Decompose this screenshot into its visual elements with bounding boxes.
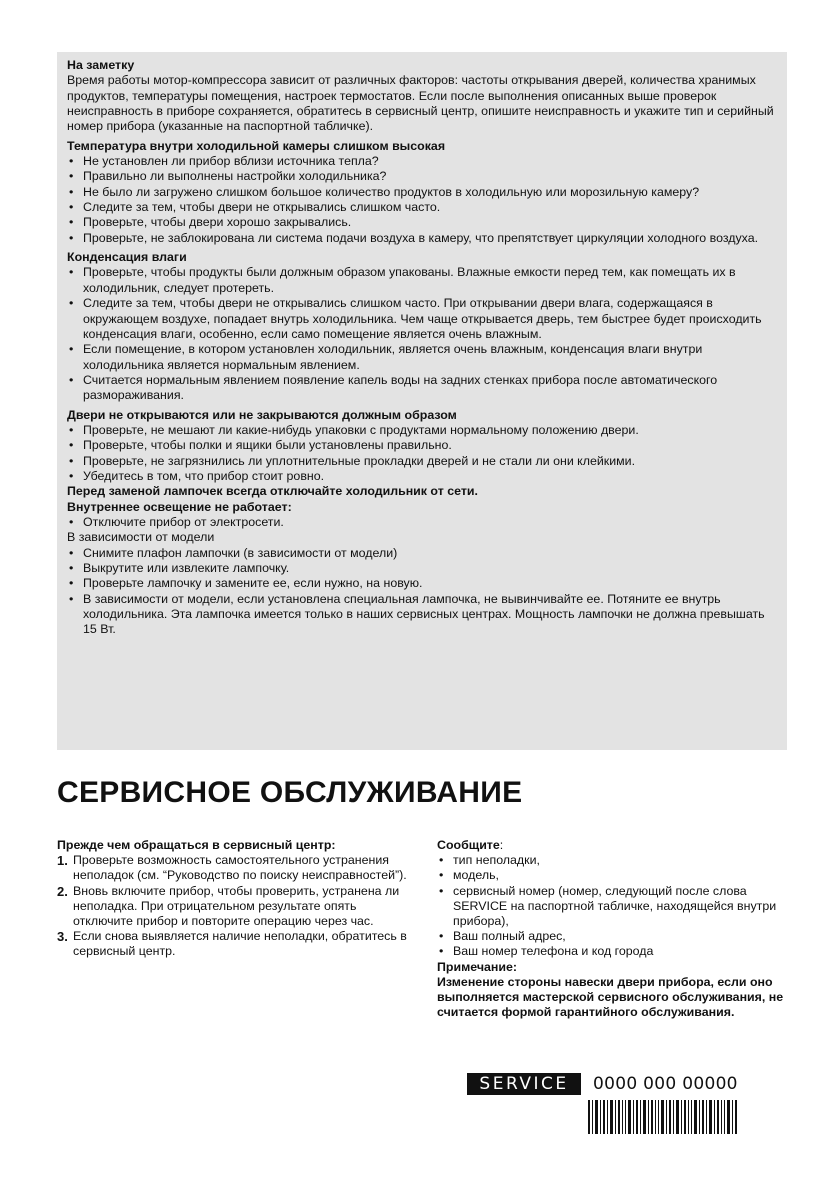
barcode-icon xyxy=(588,1100,738,1134)
list-item: • Проверьте, чтобы двери хорошо закрывались. xyxy=(67,215,777,230)
list-item: • Проверьте, чтобы полки и ящики были установлены правильно. xyxy=(67,438,777,453)
doors-list xyxy=(67,423,777,484)
before-service-heading: Прежде чем обращаться в сервисный центр: xyxy=(57,838,336,852)
list-item: • Ваш полный адрес, xyxy=(437,929,787,944)
troubleshooting-panel xyxy=(57,52,787,750)
lamp-list xyxy=(67,546,777,638)
lamp-heading: Внутреннее освещение не работает: xyxy=(67,499,292,514)
list-item: • Убедитесь в том, что прибор стоит ровно. xyxy=(67,469,777,484)
report-heading: Сообщите xyxy=(437,838,500,852)
steps-list xyxy=(57,853,407,959)
list-item: • В зависимости от модели, если установлена специальная лампочка, не вывинчивайте ее. Потяните ее внутрь холодильника. Эта лампочка имеется только в наших сервисных центрах. Мощность лампочки не должна превышать 15 Вт. xyxy=(67,592,777,638)
list-item: • Отключите прибор от электросети. xyxy=(67,515,777,530)
step-text: Если снова выявляется наличие неполадки, обратитесь в сервисный центр. xyxy=(73,929,407,959)
lamp-warning: Перед заменой лампочек всегда отключайте холодильник от сети. xyxy=(67,484,478,499)
step-text: Вновь включите прибор, чтобы проверить, устранена ли неполадка. При отрицательном результате опять отключите прибор и повторите операцию через час. xyxy=(73,883,400,929)
list-item: • Следите за тем, чтобы двери не открывались слишком часто. xyxy=(67,200,777,215)
report-list xyxy=(437,853,787,959)
list-item xyxy=(57,929,407,959)
temperature-list xyxy=(67,154,777,246)
list-item: • Выкрутите или извлеките лампочку. xyxy=(67,561,777,576)
list-item xyxy=(57,853,407,883)
report-heading-line xyxy=(437,838,787,853)
list-item: • Проверьте лампочку и замените ее, если нужно, на новую. xyxy=(67,576,777,591)
list-item: • Не установлен ли прибор вблизи источника тепла? xyxy=(67,154,777,169)
list-item: • Если помещение, в котором установлен холодильник, является очень влажным, конденсация влаги внутри холодильника является нормальным явлением. xyxy=(67,342,777,373)
service-title: СЕРВИСНОЕ ОБСЛУЖИВАНИЕ xyxy=(57,776,523,809)
list-item: • Считается нормальным явлением появление капель воды на задних стенках прибора после автоматического размораживания. xyxy=(67,373,777,404)
list-item: • Снимите плафон лампочки (в зависимости от модели) xyxy=(67,546,777,561)
condensation-list xyxy=(67,265,777,403)
note-text: Изменение стороны навески двери прибора, если оно выполняется мастерской сервисного обслуживания, не считается формой гарантийного обслуживания. xyxy=(437,974,784,1020)
step-number: 2. xyxy=(57,883,68,899)
note-heading: Примечание: xyxy=(437,959,518,974)
lamp-first-list xyxy=(67,515,777,530)
list-item: • Правильно ли выполнены настройки холодильника? xyxy=(67,169,777,184)
list-item: • Ваш номер телефона и код города xyxy=(437,944,787,959)
list-item: • сервисный номер (номер, следующий после слова SERVICE на паспортной табличке, находящейся внутри прибора), xyxy=(437,884,787,930)
list-item: • Следите за тем, чтобы двери не открывались слишком часто. При открывании двери влага, содержащаяся в окружающем воздухе, попадает внутрь холодильника. Чем чаще открывается дверь, тем быстрее будет происходить конденсация влаги, особенно, если само помещение является очень влажным. xyxy=(67,296,777,342)
list-item: • тип неполадки, xyxy=(437,853,787,868)
list-item: • Проверьте, не мешают ли какие-нибудь упаковки с продуктами нормальному положению двери. xyxy=(67,423,777,438)
service-number: 0000 000 00000 xyxy=(593,1074,738,1094)
condensation-heading: Конденсация влаги xyxy=(67,250,187,265)
service-label-box: SERVICE xyxy=(467,1073,581,1095)
temperature-heading: Температура внутри холодильной камеры слишком высокая xyxy=(67,138,446,153)
list-item xyxy=(57,884,407,930)
list-item: • Проверьте, не заблокирована ли система подачи воздуха в камеру, что препятствует циркуляции холодного воздуха. xyxy=(67,231,777,246)
step-number: 3. xyxy=(57,929,68,945)
list-item: • Проверьте, чтобы продукты были должным образом упакованы. Влажные емкости перед тем, как помещать их в холодильник, следует протереть. xyxy=(67,265,777,296)
notes-heading: На заметку xyxy=(67,58,135,72)
before-service-column xyxy=(57,838,407,960)
doors-heading: Двери не открываются или не закрываются должным образом xyxy=(67,407,457,422)
list-item: • модель, xyxy=(437,868,787,883)
step-number: 1. xyxy=(57,853,68,869)
report-column xyxy=(437,838,787,1020)
list-item: • Проверьте, не загрязнились ли уплотнительные прокладки дверей и не стали ли они клейкими. xyxy=(67,454,777,469)
report-colon: : xyxy=(499,838,504,852)
step-text: Проверьте возможность самостоятельного устранения неполадок (см. “Руководство по поиску неисправностей”). xyxy=(73,853,407,883)
lamp-model-note: В зависимости от модели xyxy=(67,530,215,545)
list-item: • Не было ли загружено слишком большое количество продуктов в холодильную или морозильную камеру? xyxy=(67,185,777,200)
notes-paragraph: Время работы мотор-компрессора зависит от различных факторов: частоты открывания дверей, количества хранимых продуктов, температуры помещения, настроек термостатов. Если после выполнения описанных выше проверок неисправность в приборе сохраняется, обратитесь в сервисный центр, опишите неисправность и укажите тип и серийный номер прибора (указанные на паспортной табличке). xyxy=(67,73,774,134)
